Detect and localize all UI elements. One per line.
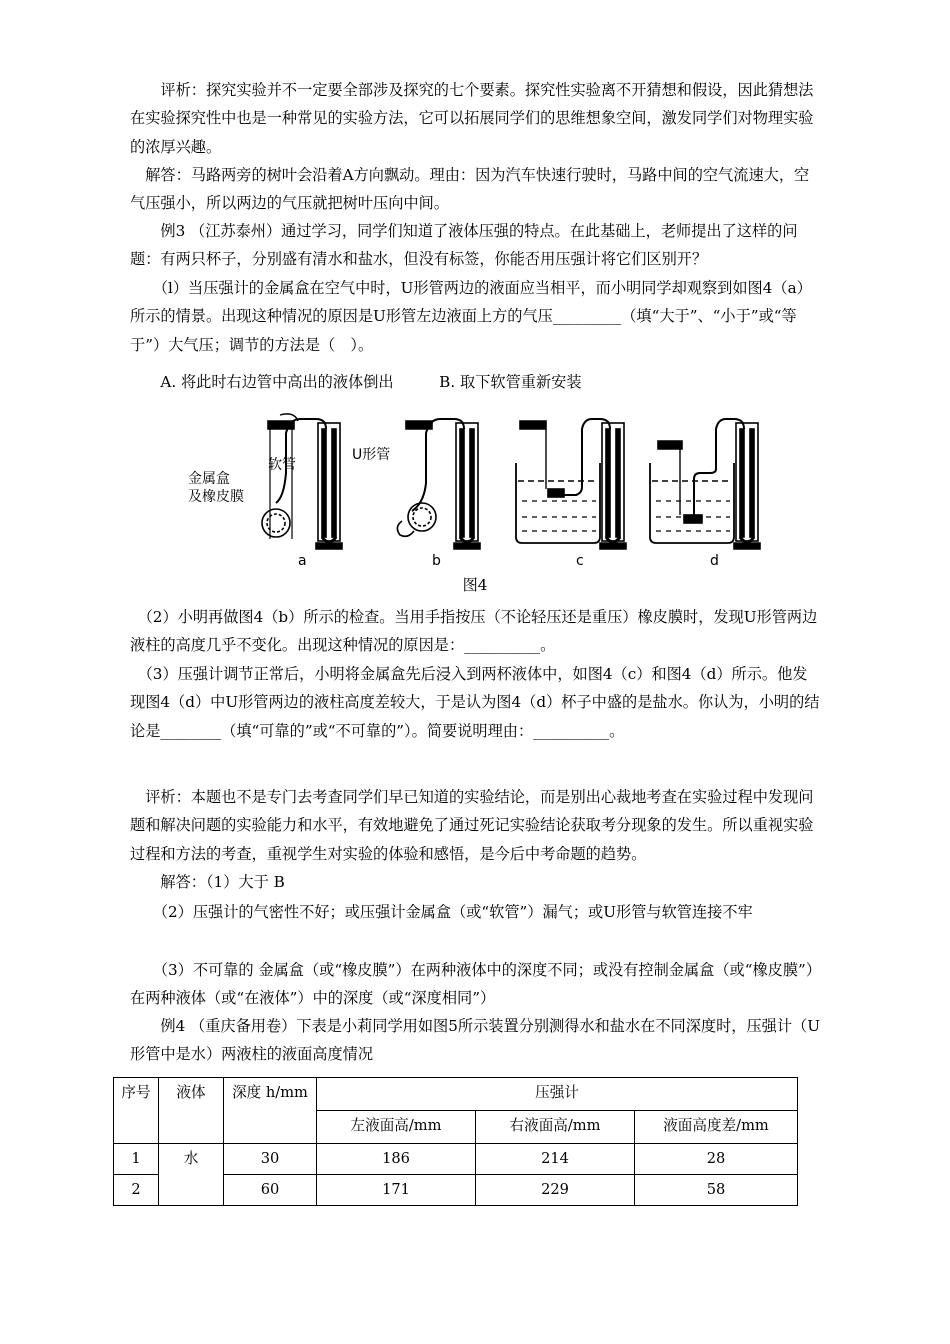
cell-level-diff: 28 xyxy=(635,1144,798,1175)
table-header-row xyxy=(114,1078,798,1111)
header-liquid: 液体 xyxy=(159,1078,224,1144)
panel-a-apparatus xyxy=(262,414,342,549)
question-part-3: （3）压强计调节正常后，小明将金属盒先后浸入到两杯液体中，如图4（c）和图4（d）所示。他发现图4（d）中U形管两边的液柱高度差较大，于是认为图4（d）杯子中盛的是盐水。你认为，小明的结论是________（填“可靠的”或“不可靠的”）。简要说明理由：__________。 xyxy=(130,665,820,740)
header-level-diff: 液面高度差/mm xyxy=(635,1111,798,1144)
cell-depth: 30 xyxy=(224,1144,317,1175)
cell-right-level: 229 xyxy=(476,1175,635,1206)
label-metal-box: 金属盒 xyxy=(188,471,230,487)
panel-d-apparatus xyxy=(650,419,760,549)
cell-left-level: 171 xyxy=(317,1175,476,1206)
header-depth: 深度 h/mm xyxy=(224,1078,317,1144)
figure-caption: 图4 xyxy=(462,576,488,594)
cell-left-level: 186 xyxy=(317,1144,476,1175)
label-u-tube: U形管 xyxy=(352,447,391,463)
question-part-1: （l）当压强计的金属盒在空气中时，U形管两边的液面应当相平，而小明同学却观察到如图4（a）所示的情景。出现这种情况的原因是U形管左边液面上方的气压_________（填“大于”、“小于”或“等于”）大气压；调节的方法是（ ）。 xyxy=(130,279,812,354)
example-3-question: 例3 （江苏泰州）通过学习，同学们知道了液体压强的特点。在此基础上，老师提出了这样的问题：有两只杯子，分别盛有清水和盐水，但没有标签，你能否用压强计将它们区别开？ xyxy=(130,222,798,269)
panel-b-apparatus xyxy=(397,419,480,549)
label-hose: 软管 xyxy=(268,457,296,473)
panel-label-d: d xyxy=(710,553,719,569)
data-table xyxy=(113,1077,798,1206)
cell-depth: 60 xyxy=(224,1175,317,1206)
commentary-paragraph-1: 评析：探究实验并不一定要全部涉及探究的七个要素。探究性实验离不开猜想和假设，因此猜想法在实验探究性中也是一种常见的实验方法，它可以拓展同学们的思维想象空间，激发同学们对物理实验的浓厚兴趣。 xyxy=(130,81,814,156)
table-row xyxy=(114,1144,798,1175)
cell-liquid: 水 xyxy=(159,1144,224,1206)
figure-4-manometer-illustration xyxy=(180,405,770,570)
question-part-2: （2）小明再做图4（b）所示的检查。当用手指按压（不论轻压还是重压）橡皮膜时，发现U形管两边液柱的高度几乎不变化。出现这种情况的原因是：__________。 xyxy=(130,608,818,655)
answer-part-2: （2）压强计的气密性不好；或压强计金属盒（或“软管”）漏气；或U形管与软管连接不牢 xyxy=(130,903,753,921)
header-gauge: 压强计 xyxy=(317,1078,798,1111)
commentary-paragraph-2: 评析：本题也不是专门去考查同学们早已知道的实验结论，而是别出心裁地考查在实验过程中发现问题和解决问题的实验能力和水平，有效地避免了通过死记实验结论获取考分现象的发生。所以重视实验过程和方法的考查，重视学生对实验的体验和感悟，是今后中考命题的趋势。 xyxy=(130,788,814,863)
example-4-question: 例4 （重庆备用卷）下表是小莉同学用如图5所示装置分别测得水和盐水在不同深度时，压强计（U形管中是水）两液柱的液面高度情况 xyxy=(130,1017,821,1064)
cell-level-diff: 58 xyxy=(635,1175,798,1206)
answer-part-3: （3）不可靠的 金属盒（或“橡皮膜”）在两种液体中的深度不同；或没有控制金属盒（或“橡皮膜”）在两种液体（或“在液体”）中的深度（或“深度相同”） xyxy=(130,961,822,1008)
panel-c-apparatus xyxy=(516,419,626,549)
panel-label-c: c xyxy=(576,553,584,569)
header-right-level: 右液面高/mm xyxy=(476,1111,635,1144)
answer-paragraph-1: 解答：马路两旁的树叶会沿着A方向飘动。理由：因为汽车快速行驶时，马路中间的空气流速大，空气压强小，所以两边的气压就把树叶压向中间。 xyxy=(130,166,810,213)
cell-index: 2 xyxy=(114,1175,159,1206)
cell-index: 1 xyxy=(114,1144,159,1175)
panel-label-a: a xyxy=(298,553,307,569)
options-line: A. 将此时右边管中高出的液体倒出 B. 取下软管重新安装 xyxy=(130,373,582,391)
header-index: 序号 xyxy=(114,1078,159,1144)
answer-part-1: 解答：（1）大于 B xyxy=(130,873,285,891)
panel-label-b: b xyxy=(432,553,441,569)
header-left-level: 左液面高/mm xyxy=(317,1111,476,1144)
cell-right-level: 214 xyxy=(476,1144,635,1175)
label-rubber-membrane: 及橡皮膜 xyxy=(188,489,244,505)
